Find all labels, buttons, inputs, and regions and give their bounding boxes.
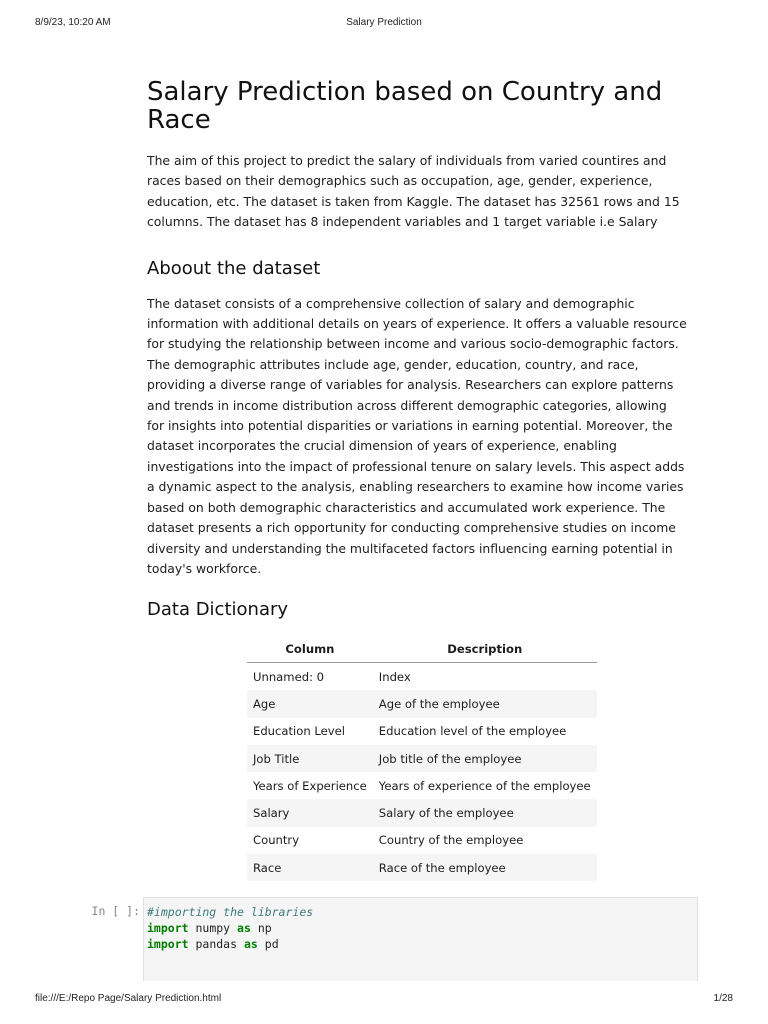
print-page-number: 1/28: [713, 993, 733, 1004]
table-row: [247, 690, 597, 717]
code-line: [147, 920, 694, 936]
print-datetime: 8/9/23, 10:20 AM: [35, 17, 111, 28]
table-cell-description: Job title of the employee: [373, 745, 597, 772]
print-footer: [35, 993, 733, 1007]
intro-paragraph: The aim of this project to predict the salary of individuals from varied countires and races based on their demographics such as occupation, age, gender, experience, education, etc. The dataset is taken from Kaggle. The dataset has 32561 rows and 15 columns. The dataset has 8 independent variables and 1 target variable i.e Salary: [147, 153, 680, 230]
data-dictionary-heading: Data Dictionary: [147, 599, 289, 621]
table-cell-description: Education level of the employee: [378, 724, 567, 739]
code-module: numpy: [195, 921, 231, 935]
table-cell-column: Country: [253, 833, 300, 848]
code-comment: #importing the libraries: [147, 905, 314, 919]
table-cell-description: Salary of the employee: [373, 799, 597, 826]
table-cell-column: Salary: [247, 799, 373, 826]
description-header: Description: [373, 636, 597, 663]
table-row: [247, 745, 597, 772]
table-cell-description: Race of the employee: [373, 854, 597, 881]
data-dictionary-table-wrap: [247, 636, 591, 881]
table-row: [247, 663, 597, 691]
code-alias: np: [257, 921, 272, 935]
table-cell-column: Years of Experience: [253, 778, 367, 793]
table-cell-column: Job Title: [247, 745, 373, 772]
table-cell-column: Unnamed: 0: [253, 669, 325, 684]
print-header: [35, 17, 733, 31]
print-url: file:///E:/Repo Page/Salary Prediction.html: [35, 993, 222, 1004]
code-line: [147, 936, 694, 952]
table-cell-description: Age of the employee: [373, 690, 597, 717]
about-heading: Aboout the dataset: [147, 257, 321, 279]
table-cell-column: Education Level: [253, 724, 346, 739]
code-alias: pd: [264, 937, 279, 951]
code-keyword: as: [237, 921, 251, 935]
table-row: [247, 799, 597, 826]
data-dictionary-table: [247, 636, 597, 881]
table-row: [247, 718, 597, 745]
code-line: [147, 904, 694, 920]
code-keyword: import: [147, 937, 189, 951]
page-title: Salary Prediction based on Country and Race: [147, 77, 663, 135]
table-row: [247, 827, 597, 854]
code-keyword: import: [147, 921, 189, 935]
code-editor[interactable]: [143, 897, 698, 981]
code-cell: [85, 897, 699, 981]
notebook-content: [147, 78, 687, 621]
about-paragraph: The dataset consists of a comprehensive collection of salary and demographic information with additional details on years of experience. It offers a valuable resource for studying the relationship between income and various socio-demographic factors. The demographic attributes include age, gender, education, country, and race, providing a diverse range of variables for analysis. Researchers can explore patterns and trends in income distribution across different demographic categories, allowing for insights into potential disparities or variations in earning potential. Moreover, the dataset incorporates the crucial dimension of years of experience, enabling investigations into the impact of professional tenure on salary levels. This aspect adds a dynamic aspect to the analysis, enabling researchers to examine how income varies based on both demographic characteristics and accumulated work experience. The dataset presents a rich opportunity for conducting comprehensive studies on income diversity and understanding the multifaceted factors influencing earning potential in today's workforce.: [147, 295, 687, 576]
code-keyword: as: [243, 937, 258, 951]
print-page-title: Salary Prediction: [346, 17, 422, 28]
table-cell-description: Country of the employee: [378, 833, 524, 848]
table-cell-description: Years of experience of the employee: [378, 778, 591, 793]
code-module: pandas: [195, 937, 238, 951]
table-row: [247, 772, 597, 799]
table-cell-column: Race: [247, 854, 373, 881]
table-cell-description: Index: [378, 669, 411, 684]
table-row: [247, 854, 597, 881]
column-header: Column: [247, 636, 373, 663]
table-cell-column: Age: [247, 690, 373, 717]
cell-prompt: In [ ]:: [91, 904, 140, 918]
table-header-row: [247, 636, 597, 663]
